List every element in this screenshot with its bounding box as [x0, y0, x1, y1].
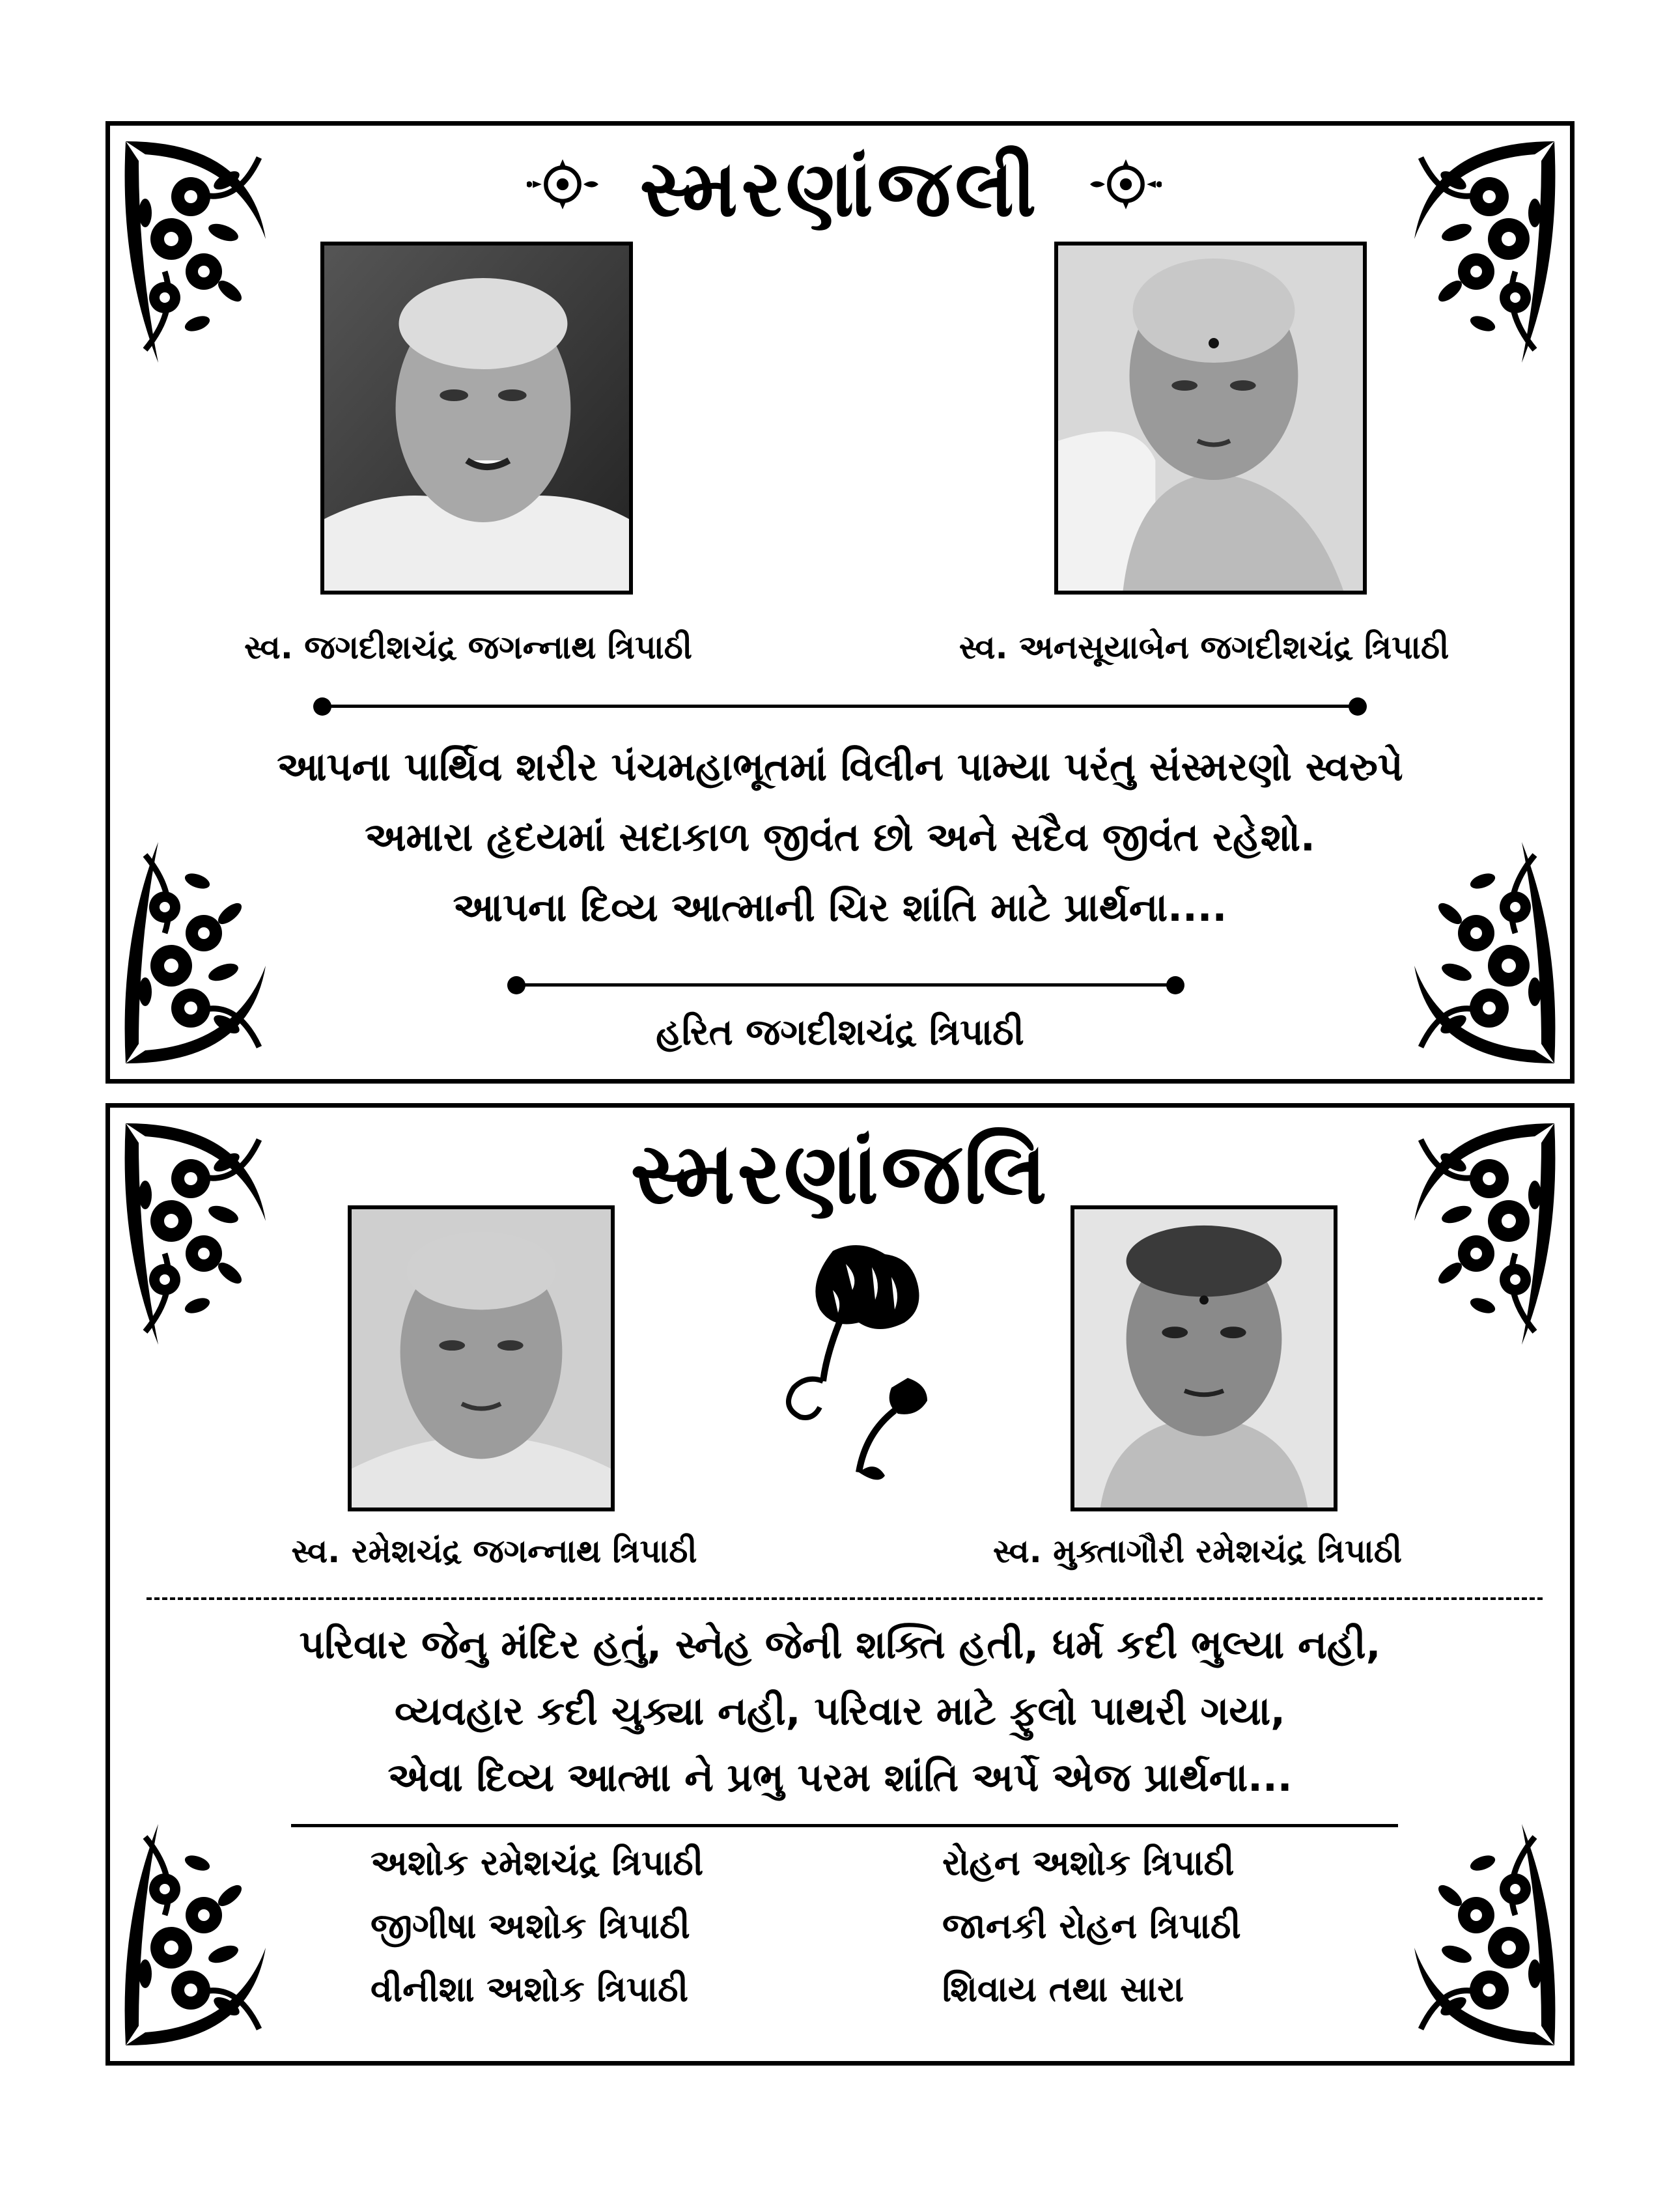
floral-corner-ornament — [119, 1817, 275, 2052]
divider-line — [322, 705, 1358, 708]
portrait-photo-woman — [1054, 242, 1367, 595]
portrait-photo-woman — [1071, 1205, 1337, 1511]
portrait-photo-man — [348, 1205, 615, 1511]
divider-line — [516, 983, 1175, 987]
divider-line — [291, 1824, 1398, 1827]
tribute-message-line: પરિવાર જેનુ મંદિર હતું, સ્નેહ જેની શક્તિ હતી, ધર્મ કદી ભુલ્યા નહી, — [299, 1622, 1381, 1668]
divider-dot — [1349, 697, 1367, 716]
tribute-message-line: આપના દિવ્ય આત્માની ચિર શાંતિ માટે પ્રાર્થના.... — [453, 885, 1227, 931]
deceased-name-left: સ્વ. રમેશચંદ્ર જગન્નાથ ત્રિપાઠી — [291, 1532, 697, 1570]
deceased-name-right: સ્વ. અનસૂયાબેન જગદીશચંદ્ર ત્રિપાઠી — [959, 628, 1449, 666]
family-member-name: અશોક રમેશચંદ્ર ત્રિપાઠી — [371, 1842, 704, 1883]
family-member-name: શિવાય તથા સારા — [942, 1969, 1184, 2010]
panel-title: સ્મરણાંજલી — [639, 143, 1041, 234]
family-member-name: જીગીષા અશોક ત્રિપાઠી — [371, 1905, 690, 1946]
floral-corner-ornament — [1405, 1817, 1561, 2052]
family-member-name: રોહન અશોક ત્રિપાઠી — [942, 1842, 1235, 1883]
tribute-panel-1 — [105, 121, 1575, 1084]
family-member-name: જાનકી રોહન ત્રિપાઠી — [942, 1905, 1241, 1946]
panel-title: સ્મરણાંજલિ — [630, 1123, 1050, 1223]
title-ornament-right — [1090, 152, 1162, 217]
tribute-message-line: આપના પાર્થિવ શરીર પંચમહાભૂતમાં વિલીન પામ્યા પરંતુ સંસ્મરણો સ્વરુપે — [277, 744, 1403, 790]
family-member-name: વીનીશા અશોક ત્રિપાઠી — [371, 1969, 689, 2010]
divider-dot — [1166, 976, 1184, 994]
portrait-photo-man — [320, 242, 633, 595]
signature: હરિત જગદીશચંદ્ર ત્રિપાઠી — [656, 1011, 1024, 1054]
tribute-message-line: એવા દિવ્ય આત્મા ને પ્રભુ પરમ શાંતિ અર્પે એજ પ્રાર્થના... — [387, 1755, 1293, 1801]
tribute-panel-2 — [105, 1103, 1575, 2066]
deceased-name-right: સ્વ. મુક્તાગૌરી રમેશચંદ્ર ત્રિપાઠી — [992, 1532, 1403, 1570]
dashed-divider — [147, 1597, 1543, 1600]
tribute-message-line: અમારા હૃદયમાં સદાકાળ જીવંત છો અને સદૈવ જીવંત રહેશો. — [365, 815, 1315, 860]
carnation-flower-icon — [761, 1238, 957, 1485]
deceased-name-left: સ્વ. જગદીશચંદ્ર જગન્નાથ ત્રિપાઠી — [244, 628, 693, 666]
tribute-message-line: વ્યવહાર કદી ચુક્યા નહી, પરિવાર માટે ફુલો પાથરી ગયા, — [395, 1689, 1285, 1734]
